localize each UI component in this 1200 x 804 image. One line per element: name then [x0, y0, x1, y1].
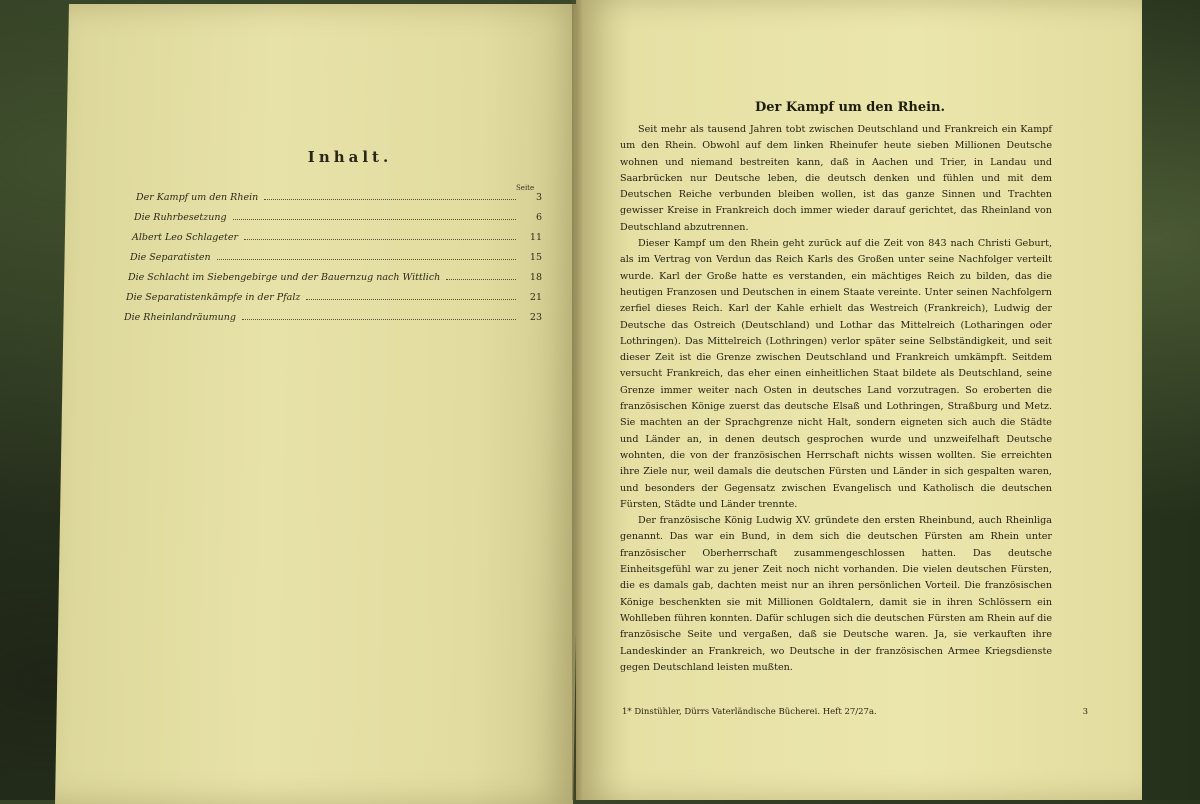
toc-entry-page: 6 [535, 212, 542, 223]
toc-page-column-header: Seite [516, 184, 535, 192]
footer-page-number: 3 [1082, 707, 1088, 717]
toc-entry-label: Die Separatistenkämpfe in der Pfalz [126, 292, 301, 303]
toc-entry [132, 232, 542, 252]
article-paragraph: Der französische König Ludwig XV. gründete den ersten Rheinbund, auch Rheinliga genannt. Das war ein Bund, in dem sich die deutschen Fürsten am Rhein unter französischer Oberherrschaft zusammengeschlossen hatten. Das deutsche Einheitsgefühl war zu jener Zeit noch nicht vorhanden. Die vielen deutschen Fürsten, die es damals gab, dachten meist nur an ihren persönlichen Vorteil. Die französischen Könige beschenkten sie mit Millionen Goldtalern, damit sie in ihren Schlössern ein Wohlleben führen konnten. Dafür schlugen sich die deutschen Fürsten am Rhein auf die französische Seite und vergaßen, daß sie Deutsche waren. Ja, sie verkauften ihre Landeskinder an Frankreich, wo Deutsche in der französischen Armee Kriegsdienste gegen Deutschland leisten mußten. [620, 515, 1052, 673]
toc-entry [134, 212, 542, 232]
toc-entry-label: Albert Leo Schlageter [132, 232, 238, 243]
toc-entry-page: 15 [529, 252, 542, 263]
toc-title: Inhalt. [307, 148, 393, 166]
toc-leader-dots [233, 219, 516, 220]
toc-entry-page: 18 [529, 272, 542, 283]
page-footer [622, 707, 1088, 717]
article-title: Der Kampf um den Rhein. [754, 100, 946, 115]
toc-entry-label: Die Schlacht im Siebengebirge und der Bauernzug nach Wittlich [128, 272, 441, 283]
toc-leader-dots [306, 299, 516, 300]
book-spine [572, 0, 582, 800]
footer-publication: 1* Dinstühler, Dürrs Vaterländische Bücherei. Heft 27/27a. [622, 707, 877, 717]
toc-entry [130, 252, 542, 272]
toc-entry [136, 192, 542, 212]
toc-entry [128, 272, 542, 292]
article-body [620, 122, 1052, 676]
toc-leader-dots [217, 259, 516, 260]
toc-leader-dots [264, 199, 516, 200]
toc-entry-label: Die Ruhrbesetzung [134, 212, 227, 223]
toc-entry [124, 312, 542, 332]
toc-leader-dots [242, 319, 516, 320]
toc-entry-label: Die Separatisten [130, 252, 211, 263]
toc-list [122, 192, 542, 332]
toc-leader-dots [446, 279, 516, 280]
toc-entry-page: 23 [529, 312, 542, 323]
toc-leader-dots [244, 239, 516, 240]
toc-entry-label: Die Rheinlandräumung [124, 312, 236, 323]
toc-entry-label: Der Kampf um den Rhein [136, 192, 259, 203]
article-paragraph: Dieser Kampf um den Rhein geht zurück auf die Zeit von 843 nach Christi Geburt, als im Vertrag von Verdun das Reich Karls des Großen unter seine Nachfolger verteilt wurde. Karl der Große hatte es verstanden, ein mächtiges Reich zu bilden, das die heutigen Franzosen und Deutschen in einem Staate vereinte. Unter seinen Nachfolgern zerfiel dieses Reich. Karl der Kahle erhielt das Westreich (Frankreich), Ludwig der Deutsche das Ostreich (Deutschland) und Lothar das Mittelreich (Lotharingen oder Lothringen). Das Mittelreich (Lothringen) verlor später seine Selbständigkeit, und seit dieser Zeit ist die Grenze zwischen Deutschland und Frankreich umkämpft. Seitdem versucht Frankreich, das eher einen einheitlichen Staat bildete als Deutschland, seine Grenze immer weiter nach Osten in deutsches Land vorzutragen. So eroberten die französischen Könige zuerst das deutsche Elsaß und Lothringen, Straßburg und Metz. Sie machten an der Sprachgrenze nicht Halt, sondern eigneten sich auch die Städte und Länder an, in denen deutsch gesprochen wurde und unzweifelhaft Deutsche wohnten, die von der französischen Herrschaft nichts wissen wollten. Sie erreichten ihre Ziele nur, weil damals die deutschen Fürsten und Länder in sich gespalten waren, und besonders der Gegensatz zwischen Evangelisch und Katholisch die deutschen Fürsten, Städte und Länder trennte. [620, 238, 1052, 510]
toc-entry-page: 21 [529, 292, 542, 303]
toc-entry-page: 11 [529, 232, 542, 243]
toc-entry [126, 292, 542, 312]
left-page [55, 4, 587, 804]
toc-entry-page: 3 [535, 192, 542, 203]
article-paragraph: Seit mehr als tausend Jahren tobt zwischen Deutschland und Frankreich ein Kampf um den Rhein. Obwohl auf dem linken Rheinufer heute sieben Millionen Deutsche wohnen und niemand bestreiten kann, daß in Aachen und Trier, in Landau und Saarbrücken nur Deutsche leben, die deutsch denken und fühlen und mit dem Deutschen Reiche verbunden bleiben wollen, ist das ganze Sinnen und Trachten gewisser Kreise in Frankreich doch immer wieder darauf gerichtet, das Rheinland von Deutschland abzutrennen. [620, 124, 1052, 233]
